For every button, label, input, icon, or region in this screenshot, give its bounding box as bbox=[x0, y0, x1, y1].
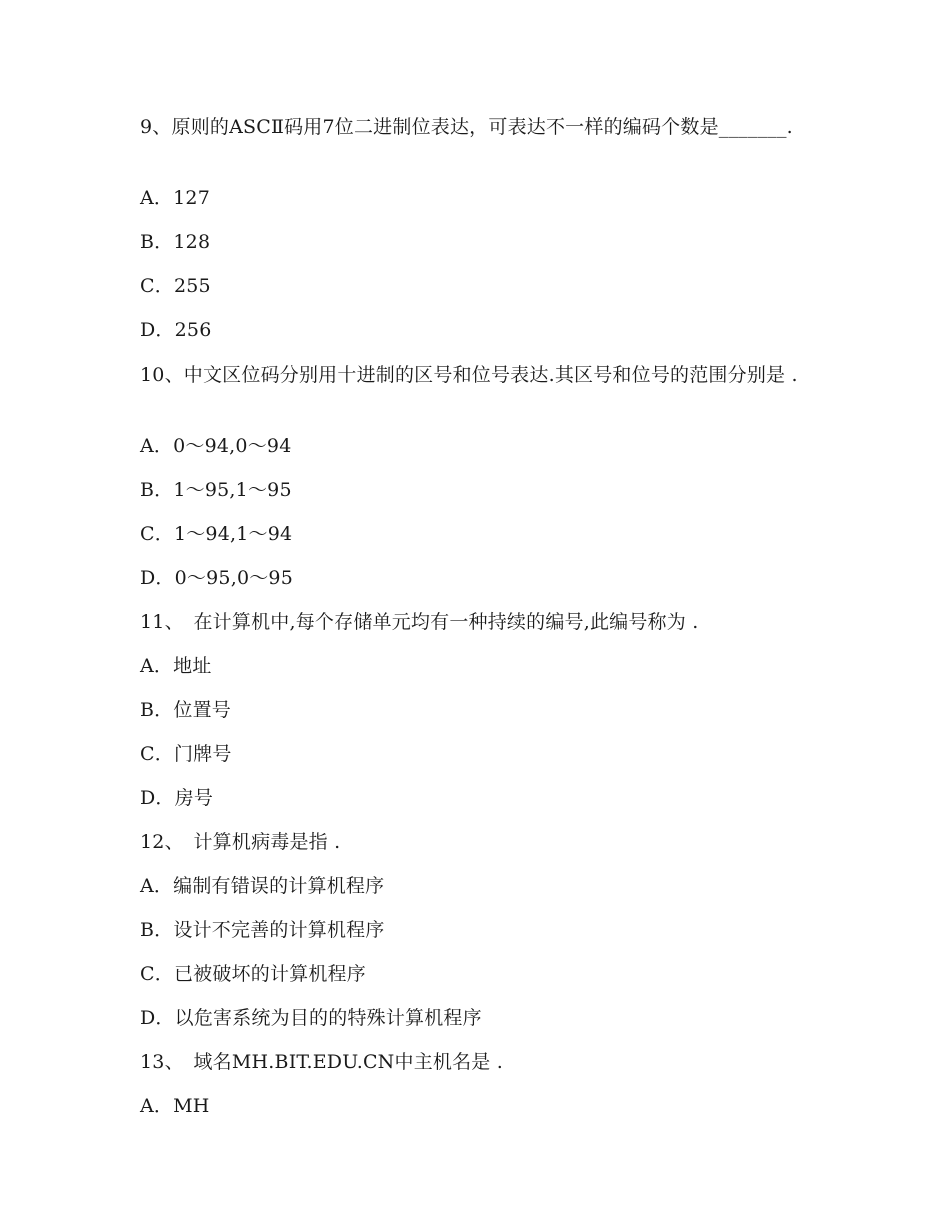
question-9-option-d: D．256 bbox=[140, 319, 212, 341]
question-11-option-b: B．位置号 bbox=[140, 699, 231, 721]
question-9-option-b: B．128 bbox=[140, 231, 211, 253]
question-9-option-c: C．255 bbox=[140, 275, 211, 297]
question-10-option-b: B．1～95,1～95 bbox=[140, 479, 292, 501]
question-10-option-a: A．0～94,0～94 bbox=[140, 435, 292, 457]
question-11-option-c: C．门牌号 bbox=[140, 743, 232, 765]
question-12-option-d: D．以危害系统为目的的特殊计算机程序 bbox=[140, 1007, 482, 1029]
question-12-stem: 12、 计算机病毒是指 . bbox=[140, 831, 341, 853]
question-12-option-b: B．设计不完善的计算机程序 bbox=[140, 919, 385, 941]
question-10-stem: 10、中文区位码分别用十进制的区号和位号表达.其区号和位号的范围分别是 . bbox=[140, 364, 798, 386]
question-11-stem: 11、 在计算机中,每个存储单元均有一种持续的编号,此编号称为 . bbox=[140, 611, 699, 633]
question-12-option-c: C．已被破坏的计算机程序 bbox=[140, 963, 366, 985]
question-13-option-a: A．MH bbox=[140, 1095, 210, 1117]
question-12-option-a: A．编制有错误的计算机程序 bbox=[140, 875, 385, 897]
question-9-stem: 9、原则的ASCⅡ码用7位二进制位表达，可表达不一样的编码个数是_______. bbox=[140, 116, 793, 138]
question-9-option-a: A．127 bbox=[140, 187, 210, 209]
question-11-option-a: A．地址 bbox=[140, 655, 212, 677]
question-10-option-c: C．1～94,1～94 bbox=[140, 523, 293, 545]
question-11-option-d: D．房号 bbox=[140, 787, 214, 809]
question-13-stem: 13、 域名MH.BIT.EDU.CN中主机名是 . bbox=[140, 1051, 503, 1073]
question-10-option-d: D．0～95,0～95 bbox=[140, 567, 294, 589]
